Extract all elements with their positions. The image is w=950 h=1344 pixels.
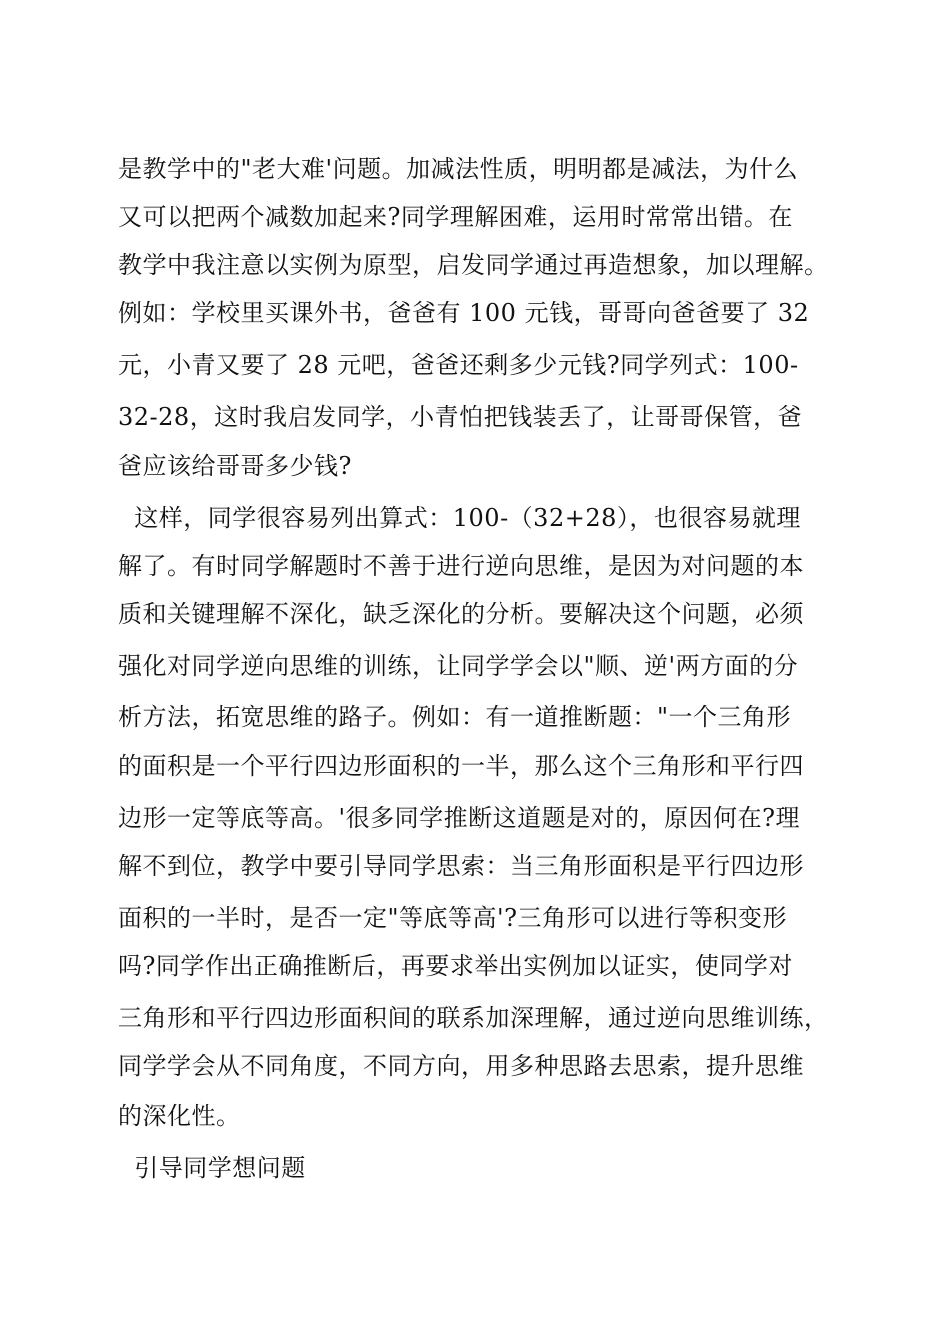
- paragraph-line: 这样，同学很容易列出算式：100-（32+28），也很容易就理: [118, 504, 801, 532]
- paragraph-line: 强化对同学逆向思维的训练，让同学学会以"顺、逆'两方面的分: [118, 652, 799, 680]
- paragraph-line: 同学学会从不同角度，不同方向，用多种思路去思索，提升思维: [118, 1052, 804, 1080]
- paragraph-line: 例如：学校里买课外书，爸爸有 100 元钱，哥哥向爸爸要了 32: [118, 299, 810, 327]
- paragraph-line: 解了。有时同学解题时不善于进行逆向思维，是因为对问题的本: [118, 552, 804, 580]
- paragraph-line: 析方法，拓宽思维的路子。例如：有一道推断题："一个三角形: [118, 703, 792, 731]
- paragraph-line: 元，小青又要了 28 元吧，爸爸还剩多少元钱?同学列式：100-: [118, 351, 799, 379]
- paragraph-line: 32-28，这时我启发同学，小青怕把钱装丢了，让哥哥保管，爸: [118, 403, 803, 431]
- paragraph-line: 爸应该给哥哥多少钱?: [118, 452, 352, 480]
- paragraph-line: 又可以把两个减数加起来?同学理解困难，运用时常常出错。在: [118, 203, 793, 231]
- paragraph-line: 面积的一半时，是否一定"等底等高'?三角形可以进行等积变形: [118, 904, 788, 932]
- paragraph-line: 的深化性。: [118, 1102, 241, 1130]
- paragraph-line: 的面积是一个平行四边形面积的一半，那么这个三角形和平行四: [118, 752, 804, 780]
- paragraph-line: 是教学中的"老大难'问题。加减法性质，明明都是减法，为什么: [118, 155, 799, 183]
- paragraph-line: 三角形和平行四边形面积间的联系加深理解，通过逆向思维训练，: [118, 1004, 829, 1032]
- paragraph-line: 质和关键理解不深化，缺乏深化的分析。要解决这个问题，必须: [118, 600, 804, 628]
- paragraph-line: 教学中我注意以实例为原型，启发同学通过再造想象，加以理解。: [118, 251, 829, 279]
- section-heading: 引导同学想问题: [118, 1154, 306, 1182]
- paragraph-line: 解不到位，教学中要引导同学思索：当三角形面积是平行四边形: [118, 852, 804, 880]
- paragraph-line: 吗?同学作出正确推断后，再要求举出实例加以证实，使同学对: [118, 952, 793, 980]
- paragraph-line: 边形一定等底等高。'很多同学推断这道题是对的，原因何在?理: [118, 804, 800, 832]
